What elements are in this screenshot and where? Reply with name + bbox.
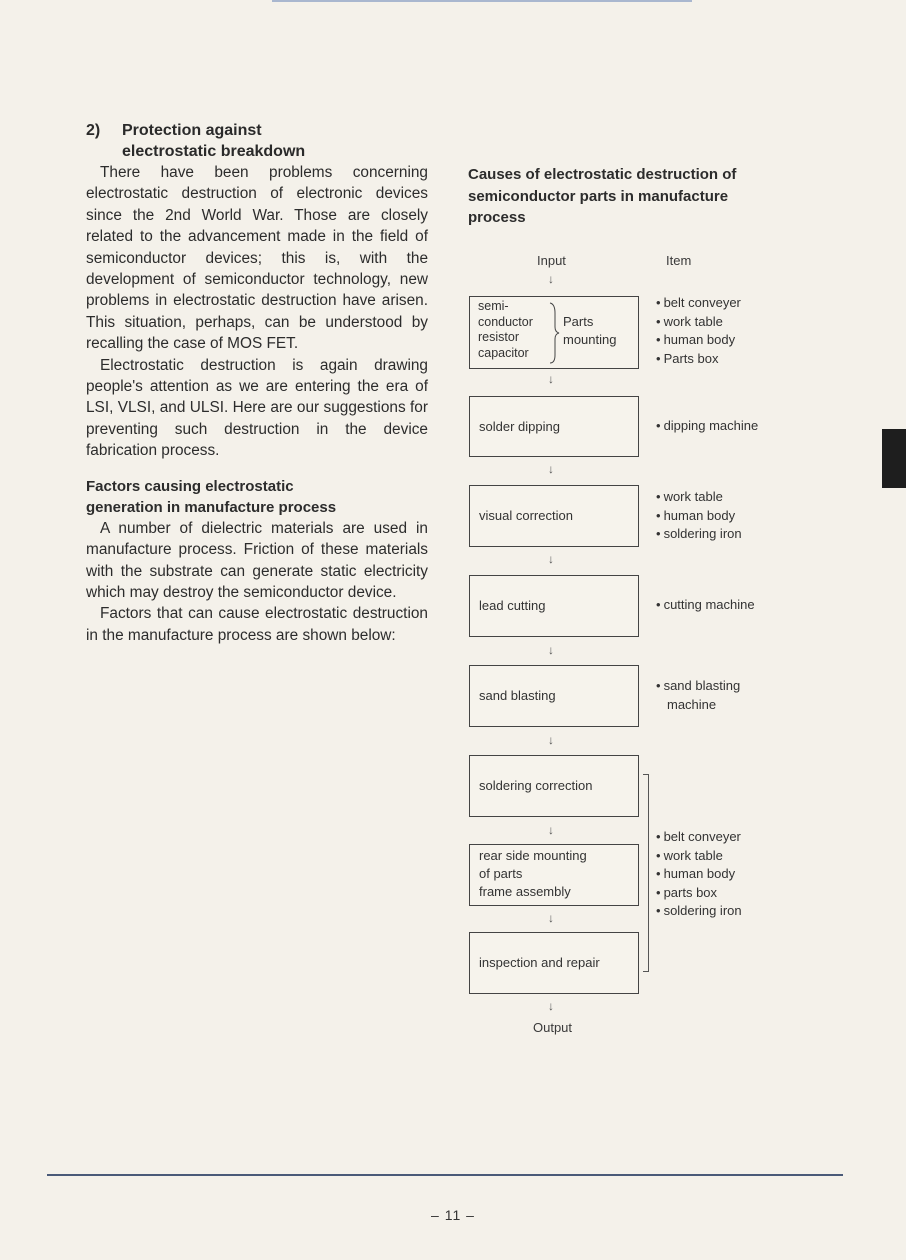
step-label: lead cutting (479, 598, 546, 613)
parts-label-line-2: mounting (563, 332, 617, 347)
item: • parts box (656, 884, 742, 903)
item: • human body (656, 865, 742, 884)
paragraph-3: A number of dielectric materials are used in manufacture process. Friction of these materials with the substrate can generate static electricity which may destroy the semiconductor device. (86, 519, 428, 601)
flow-step-sand-blasting (469, 665, 639, 727)
flow-arrow: ↓ (548, 733, 554, 747)
section-tab-marker (882, 429, 906, 488)
step-label-line: of parts (479, 866, 523, 881)
flow-arrow: ↓ (548, 372, 554, 386)
item: • work table (656, 488, 742, 507)
step-label: soldering correction (479, 778, 593, 793)
items-step-3 (656, 488, 742, 544)
heading-number: 2) (86, 122, 101, 139)
flow-arrow: ↓ (548, 272, 554, 286)
flow-step-inspection-and-repair (469, 932, 639, 994)
paragraph-4: Factors that can cause electrostatic destruction in the manufacture process are shown below: (86, 605, 428, 644)
flow-step-rear-side-mounting (469, 844, 639, 906)
paragraph-2: Electrostatic destruction is again drawing people's attention as we are entering the era of LSI, VLSI, and ULSI. Here are our suggestions for preventing such destruction in the device fabrication process. (86, 356, 428, 460)
flow-step-lead-cutting (469, 575, 639, 637)
bottom-rule (47, 1174, 843, 1176)
chart-title-line-2: semiconductor parts in manufacture (468, 187, 729, 205)
left-column (86, 120, 428, 646)
flow-arrow: ↓ (548, 643, 554, 657)
items-step-4 (656, 596, 755, 615)
subheading (86, 476, 428, 518)
component-semi: semi- (478, 299, 509, 313)
page-number: – 11 – (431, 1207, 475, 1223)
item: • belt conveyer (656, 294, 741, 313)
flow-step-visual-correction (469, 485, 639, 547)
flow-arrow: ↓ (548, 911, 554, 925)
item: • dipping machine (656, 417, 758, 436)
output-label: Output (533, 1020, 573, 1035)
item: • cutting machine (656, 596, 755, 615)
step-label: solder dipping (479, 419, 560, 434)
flow-step-parts-mounting (469, 296, 639, 369)
item: • soldering iron (656, 902, 742, 921)
paragraph-1: There have been problems concerning electrostatic destruction of electronic devices since the 2nd World War. Those are closely related to the advancement made in the field of semiconductor devices; this is, with the development of semiconductor technology, new problems in electrostatic destruction have arisen. This situation, perhaps, can be understood by recalling the case of MOS FET. (86, 164, 428, 353)
items-step-5 (656, 677, 740, 714)
item: • work table (656, 847, 742, 866)
step-label: inspection and repair (479, 955, 600, 970)
group-bracket (643, 774, 649, 972)
item: • work table (656, 313, 741, 332)
flow-arrow: ↓ (548, 552, 554, 566)
section-heading (86, 120, 428, 162)
item-continuation: machine (667, 696, 717, 712)
heading-line-2: electrostatic breakdown (122, 143, 306, 160)
flow-arrow: ↓ (548, 462, 554, 476)
parts-mounting-label (563, 313, 616, 349)
item: • human body (656, 331, 741, 350)
chart-title (468, 164, 788, 229)
step-label-line: frame assembly (479, 884, 571, 899)
step-label: sand blasting (479, 688, 556, 703)
component-conductor: conductor (478, 314, 533, 329)
chart-title-line-3: process (468, 209, 526, 226)
step-label: visual correction (479, 508, 573, 523)
top-rule (272, 0, 692, 2)
flow-step-soldering-correction (469, 755, 639, 817)
item-label: Item (666, 253, 692, 268)
step-label-line: rear side mounting (479, 848, 587, 863)
items-step-2 (656, 417, 758, 436)
items-step-1 (656, 294, 741, 368)
component-list (478, 299, 533, 361)
flow-arrow: ↓ (548, 999, 554, 1013)
chart-title-line-1: Causes of electrostatic destruction of (468, 166, 737, 183)
input-label: Input (537, 253, 566, 268)
item: • human body (656, 507, 742, 526)
item: • belt conveyer (656, 828, 742, 847)
item: • soldering iron (656, 525, 742, 544)
flow-arrow: ↓ (548, 823, 554, 837)
subheading-line-2: generation in manufacture process (86, 498, 337, 516)
heading-line-1: Protection against (122, 122, 262, 139)
parts-label-line-1: Parts (563, 314, 594, 329)
shared-items (656, 828, 742, 921)
item: • sand blasting (656, 677, 740, 696)
brace-icon (548, 301, 560, 365)
flow-step-solder-dipping (469, 396, 639, 457)
item: • Parts box (656, 350, 741, 369)
step-label-lines (479, 847, 587, 901)
component-capacitor: capacitor (478, 345, 529, 360)
component-resistor: resistor (478, 330, 519, 344)
subheading-line-1: Factors causing electrostatic (86, 477, 294, 495)
